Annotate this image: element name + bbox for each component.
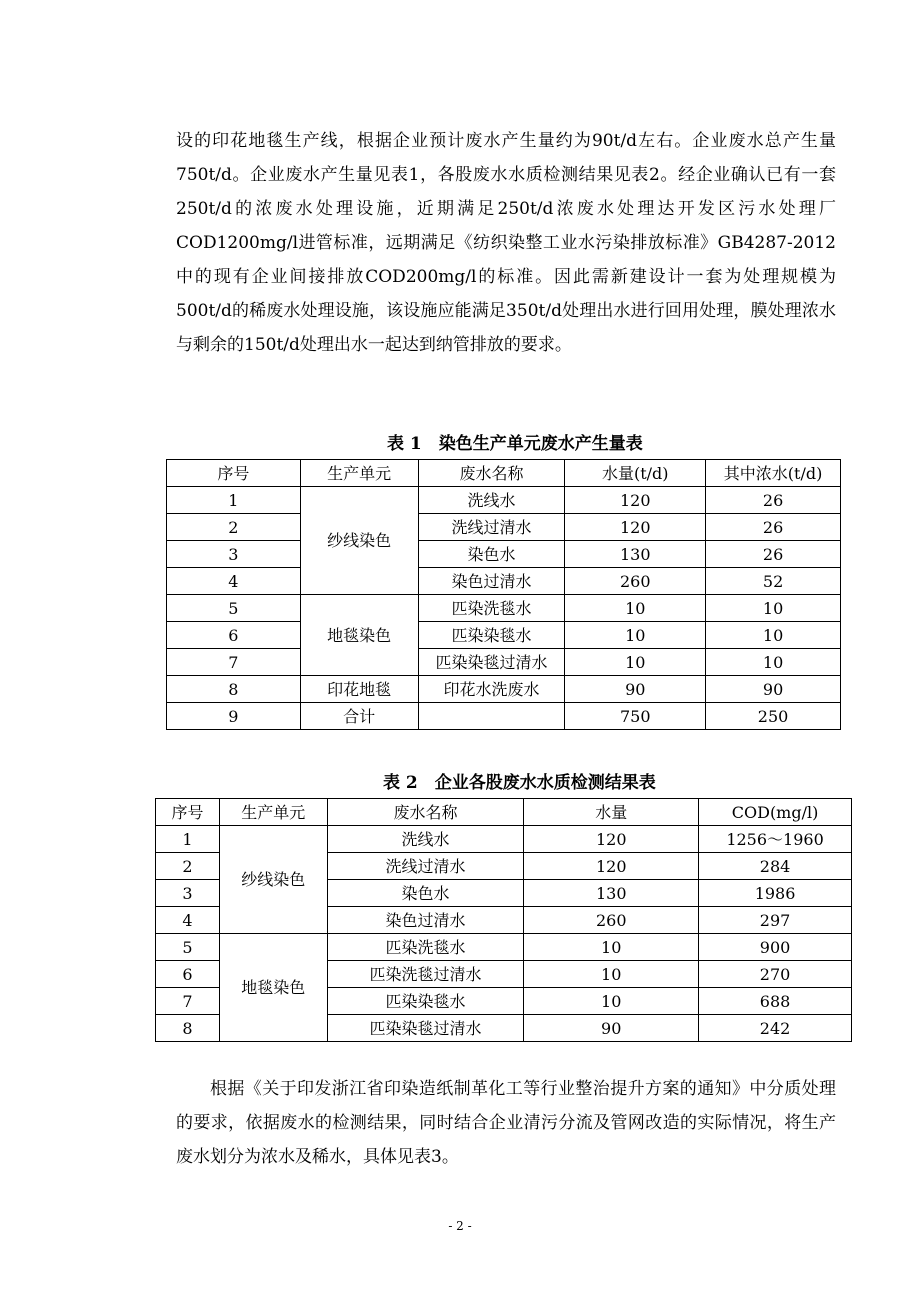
- concentrated-quantity: 90: [706, 676, 841, 703]
- cod-value: 1256～1960: [699, 826, 852, 853]
- water-quantity: 10: [565, 649, 706, 676]
- table2-header-cell: 水量: [524, 799, 699, 826]
- table2-header-cell: 废水名称: [327, 799, 524, 826]
- table1-header-cell: 序号: [167, 460, 301, 487]
- production-unit-cell: 地毯染色: [219, 934, 327, 1042]
- table1-header-cell: 生产单元: [300, 460, 418, 487]
- row-number: 9: [167, 703, 301, 730]
- table-row: [167, 595, 841, 622]
- table2-header-cell: COD(mg/l): [699, 799, 852, 826]
- row-number: 7: [167, 649, 301, 676]
- wastewater-name: 染色水: [418, 541, 565, 568]
- table1-caption: 表 1 染色生产单元废水产生量表: [387, 434, 643, 454]
- table2-header-cell: 生产单元: [219, 799, 327, 826]
- wastewater-name: 匹染洗毯过清水: [327, 961, 524, 988]
- wastewater-name: 染色过清水: [418, 568, 565, 595]
- row-number: 6: [156, 961, 220, 988]
- row-number: 2: [156, 853, 220, 880]
- wastewater-name: 洗线过清水: [418, 514, 565, 541]
- row-number: 8: [167, 676, 301, 703]
- table-row: [167, 649, 841, 676]
- row-number: 1: [167, 487, 301, 514]
- cod-value: 242: [699, 1015, 852, 1042]
- table1-header-cell: 废水名称: [418, 460, 565, 487]
- table-row: [167, 541, 841, 568]
- wastewater-name: 印花水洗废水: [418, 676, 565, 703]
- water-quantity: 120: [524, 826, 699, 853]
- water-quantity: 90: [524, 1015, 699, 1042]
- water-quantity: 260: [565, 568, 706, 595]
- concentrated-quantity: 52: [706, 568, 841, 595]
- row-number: 6: [167, 622, 301, 649]
- row-number: 7: [156, 988, 220, 1015]
- table-row: [167, 514, 841, 541]
- row-number: 5: [156, 934, 220, 961]
- table2-caption: 表 2 企业各股废水水质检测结果表: [383, 773, 656, 793]
- water-quantity: 90: [565, 676, 706, 703]
- concentrated-quantity: 10: [706, 622, 841, 649]
- row-number: 4: [167, 568, 301, 595]
- production-unit-cell: 纱线染色: [300, 487, 418, 595]
- row-number: 8: [156, 1015, 220, 1042]
- water-quantity: 120: [565, 487, 706, 514]
- cod-value: 297: [699, 907, 852, 934]
- row-number: 1: [156, 826, 220, 853]
- table-row: [167, 487, 841, 514]
- concentrated-quantity: 10: [706, 595, 841, 622]
- page-number: - 2 -: [448, 1219, 472, 1233]
- water-quantity: 120: [565, 514, 706, 541]
- wastewater-name: 洗线过清水: [327, 853, 524, 880]
- table-row: [156, 826, 852, 853]
- table-total-row: [167, 703, 841, 730]
- wastewater-name: 洗线水: [418, 487, 565, 514]
- table-row: [156, 934, 852, 961]
- water-quantity: 260: [524, 907, 699, 934]
- wastewater-name: 匹染染毯过清水: [418, 649, 565, 676]
- concentrated-quantity: 250: [706, 703, 841, 730]
- production-unit-cell: 印花地毯: [300, 676, 418, 703]
- water-quantity: 10: [565, 595, 706, 622]
- table-row: [167, 568, 841, 595]
- table1-header-row: [167, 460, 841, 487]
- wastewater-name: 匹染洗毯水: [418, 595, 565, 622]
- table1: [166, 459, 841, 730]
- table2-header-row: [156, 799, 852, 826]
- cod-value: 270: [699, 961, 852, 988]
- row-number: 5: [167, 595, 301, 622]
- water-quantity: 750: [565, 703, 706, 730]
- water-quantity: 10: [524, 988, 699, 1015]
- body-paragraph-top: 设的印花地毯生产线，根据企业预计废水产生量约为90t/d左右。企业废水总产生量750t/d。企业废水产生量见表1，各股废水水质检测结果见表2。经企业确认已有一套250t/d的浓废水处理设施，近期满足250t/d浓废水处理达开发区污水处理厂COD1200mg/l进管标准，远期满足《纺织染整工业水污染排放标准》GB4287-2012中的现有企业间接排放COD200mg/l的标准。因此需新建设计一套为处理规模为500t/d的稀废水处理设施，该设施应能满足350t/d处理出水进行回用处理，膜处理浓水与剩余的150t/d处理出水一起达到纳管排放的要求。: [176, 131, 836, 355]
- cod-value: 284: [699, 853, 852, 880]
- table1-header-cell: 水量(t/d): [565, 460, 706, 487]
- cod-value: 900: [699, 934, 852, 961]
- wastewater-name: 染色水: [327, 880, 524, 907]
- concentrated-quantity: 26: [706, 487, 841, 514]
- table2: [155, 798, 852, 1042]
- water-quantity: 10: [565, 622, 706, 649]
- water-quantity: 130: [524, 880, 699, 907]
- wastewater-name: 染色过清水: [327, 907, 524, 934]
- concentrated-quantity: 10: [706, 649, 841, 676]
- wastewater-name: 匹染染毯过清水: [327, 1015, 524, 1042]
- table-row: [167, 622, 841, 649]
- water-quantity: 120: [524, 853, 699, 880]
- concentrated-quantity: 26: [706, 541, 841, 568]
- wastewater-name: 匹染染毯水: [418, 622, 565, 649]
- wastewater-name: 匹染洗毯水: [327, 934, 524, 961]
- water-quantity: 10: [524, 934, 699, 961]
- cod-value: 688: [699, 988, 852, 1015]
- table-row: [167, 676, 841, 703]
- wastewater-name: [418, 703, 565, 730]
- row-number: 2: [167, 514, 301, 541]
- row-number: 4: [156, 907, 220, 934]
- wastewater-name: 洗线水: [327, 826, 524, 853]
- total-label: 合计: [300, 703, 418, 730]
- row-number: 3: [156, 880, 220, 907]
- table2-header-cell: 序号: [156, 799, 220, 826]
- table1-header-cell: 其中浓水(t/d): [706, 460, 841, 487]
- production-unit-cell: 地毯染色: [300, 595, 418, 676]
- wastewater-name: 匹染染毯水: [327, 988, 524, 1015]
- production-unit-cell: 纱线染色: [219, 826, 327, 934]
- water-quantity: 130: [565, 541, 706, 568]
- water-quantity: 10: [524, 961, 699, 988]
- concentrated-quantity: 26: [706, 514, 841, 541]
- body-paragraph-bottom: 根据《关于印发浙江省印染造纸制革化工等行业整治提升方案的通知》中分质处理的要求，依据废水的检测结果，同时结合企业清污分流及管网改造的实际情况，将生产废水划分为浓水及稀水，具体见表3。: [176, 1079, 836, 1167]
- row-number: 3: [167, 541, 301, 568]
- cod-value: 1986: [699, 880, 852, 907]
